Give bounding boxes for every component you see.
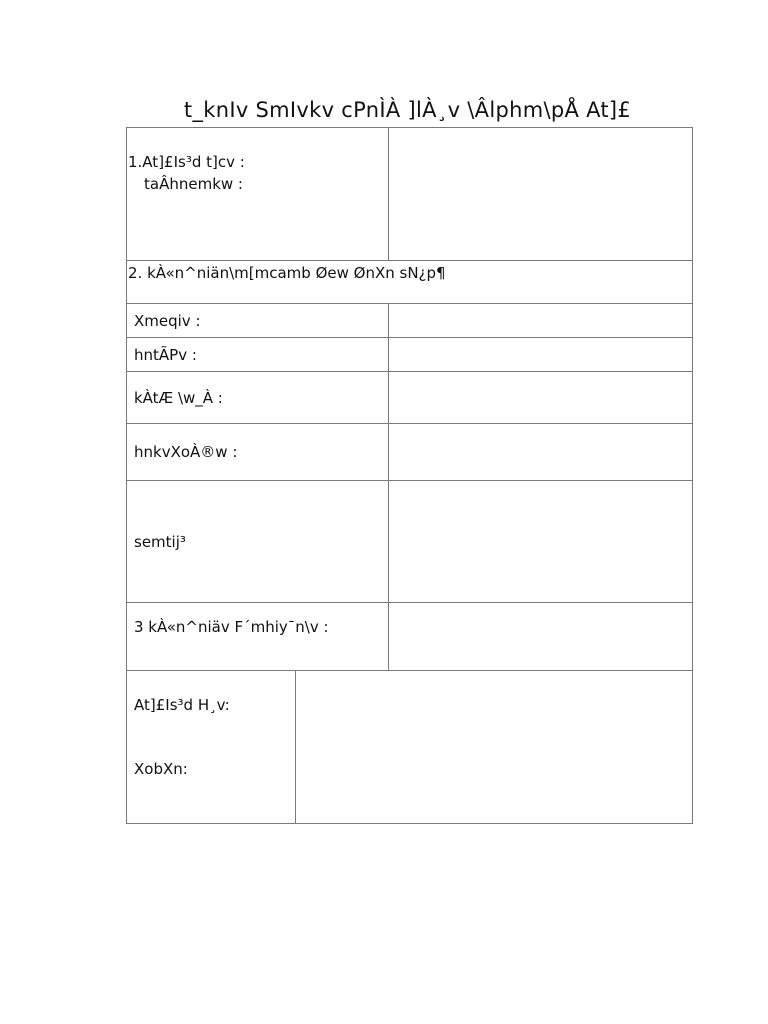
row-divider: [126, 260, 693, 261]
taluk-label: Xmeqiv :: [134, 312, 201, 330]
area-label: hnkvXoÀ®w :: [134, 443, 238, 461]
remarks-field[interactable]: [389, 481, 692, 602]
table-border-bottom: [126, 823, 693, 824]
certificate-purpose-label: 3 kÀ«n^niäv F´mhiy¯n\v :: [134, 618, 329, 636]
remarks-label: semtij³: [134, 533, 186, 551]
date-label: XobXn:: [134, 760, 188, 778]
survey-number-label: kÀtÆ \w_À :: [134, 389, 223, 407]
application-form-table: [126, 127, 693, 824]
survey-number-field[interactable]: [389, 372, 692, 423]
signature-field[interactable]: [296, 671, 692, 823]
taluk-field[interactable]: [389, 304, 692, 337]
village-field[interactable]: [389, 338, 692, 371]
certificate-purpose-field[interactable]: [389, 603, 692, 670]
applicant-name-label: 1.At]£Is³d t]cv :: [128, 153, 245, 171]
applicant-signature-label: At]£Is³d H¸v:: [134, 696, 230, 714]
table-border-right: [692, 127, 693, 824]
applicant-name-address-field[interactable]: [389, 128, 692, 260]
village-label: hntÃPv :: [134, 346, 197, 364]
form-title: t_knIv SmIvkv cPnÌÀ ]lÀ¸v \Âlphm\pÅ At]£: [183, 98, 632, 122]
section2-heading: 2. kÀ«n^niän\m[mcamb Øew ØnXn sN¿p¶: [128, 264, 446, 282]
area-field[interactable]: [389, 424, 692, 480]
address-label: taÂhnemkw :: [144, 175, 243, 193]
table-border-left: [126, 127, 127, 824]
